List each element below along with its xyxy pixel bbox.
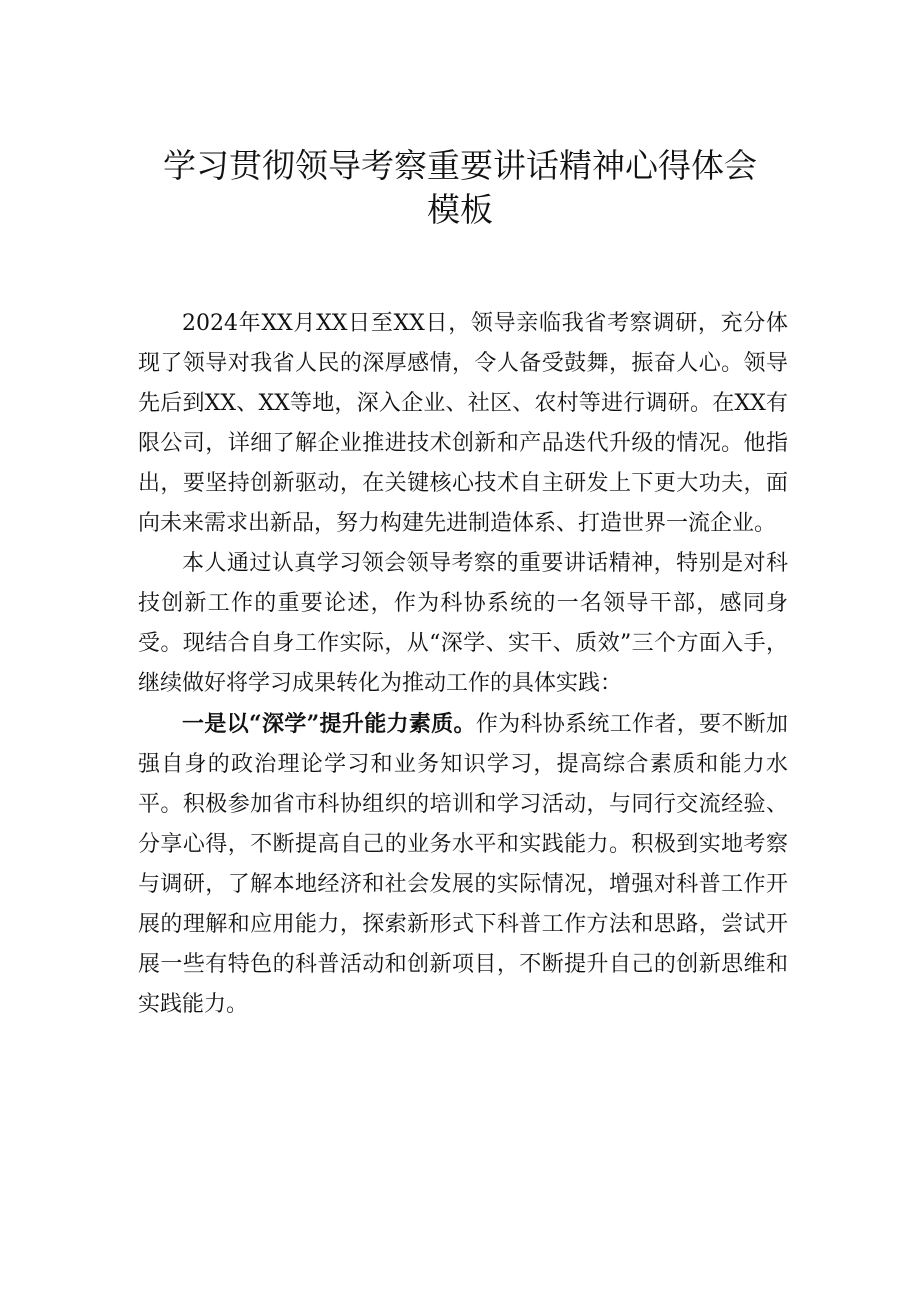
paragraph-1 (138, 304, 788, 544)
paragraph-1-text: 2024年XX月XX日至XX日，领导亲临我省考察调研，充分体现了领导对我省人民的深厚感情，令人备受鼓舞，振奋人心。领导先后到XX、XX等地，深入企业、社区、农村等进行调研。在XX有限公司，详细了解企业推进技术创新和产品迭代升级的情况。他指出，要坚持创新驱动，在关键核心技术自主研发上下更大功夫，面向未来需求出新品，努力构建先进制造体系、打造世界一流企业。 (138, 311, 788, 536)
document-title-line-1: 学习贯彻领导考察重要讲话精神心得体会 (163, 146, 757, 185)
document-title-line-2: 模板 (427, 190, 493, 229)
paragraph-3 (138, 704, 788, 1025)
paragraph-3-lead: 一是以“深学”提升能力素质。 (182, 711, 476, 737)
paragraph-2 (138, 544, 788, 704)
paragraph-2-text: 本人通过认真学习领会领导考察的重要讲话精神，特别是对科技创新工作的重要论述，作为科协系统的一名领导干部，感同身受。现结合自身工作实际，从“深学、实干、质效”三个方面入手，继续做好将学习成果转化为推动工作的具体实践： (138, 551, 788, 696)
paragraph-3-text: 作为科协系统工作者，要不断加强自身的政治理论学习和业务知识学习，提高综合素质和能力水平。积极参加省市科协组织的培训和学习活动，与同行交流经验、分享心得，不断提高自己的业务水平和实践能力。积极到实地考察与调研，了解本地经济和社会发展的实际情况，增强对科普工作开展的理解和应用能力，探索新形式下科普工作方法和思路，尝试开展一些有特色的科普活动和创新项目，不断提升自己的创新思维和实践能力。 (138, 712, 788, 1017)
document-body (138, 304, 788, 1025)
